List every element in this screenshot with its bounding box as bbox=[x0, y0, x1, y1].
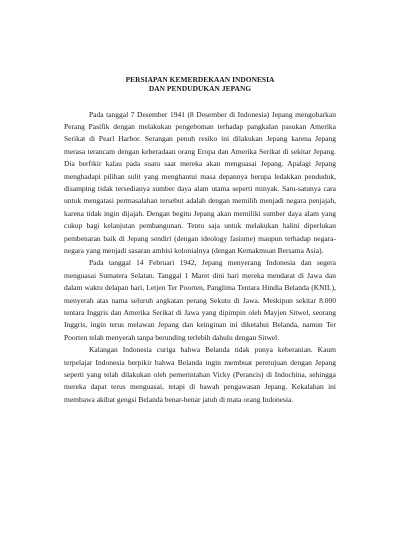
document-title-line-1: PERSIAPAN KEMERDEKAAN INDONESIA bbox=[125, 75, 275, 84]
paragraph: Pada tanggal 14 Februari 1942, Jepang menyerang Indonesia dan segera menguasai Sumatera Selatan. Tanggal 1 Maret dini hari mereka mendarat di Jawa dan dalam waktu delapan hari, Letjen Ter Poorten, Panglima Tentara Hindia Belanda (KNIL), menyerah atas nama seluruh angkatan perang Sekutu di Jawa. Meskipun sekitar 8.000 tentara Inggris dan Amerika Serikat di Jawa yang dipimpin oleh Mayjen Sitwel, seorang Inggris, ingin terus melawan Jepang dan keinginan ini diketahui Belanda, namun Ter Poorten telah menyerah tanpa berunding terlebih dahulu dengan Sitwel. bbox=[64, 258, 336, 342]
document-body bbox=[64, 109, 336, 407]
paragraph: Pada tanggal 7 Desember 1941 (8 Desember di Indonesia) Jepang mengobarkan Perang Pasifik dengan melakukan pengeboman terhadap pangkalan pasukan Amerika Serikat di Pearl Harbor. Serangan penuh resiko ini dilakukan Jepang karena Jepang merasa terancam dengan keberadaan orang Eropa dan Amerika Serikat di sekitar Jepang. Dia berfikir kalau pada suatu saat mereka akan menguasai Jepang. Apalagi Jepang menghadapi pilihan sulit yang menghantui masa depannya berupa ledakkan penduduk, disamping tidak tersedianya sumber daya alam utama seperti minyak. Satu-satunya cara untuk mengatasi permasalahan tersebut adalah dengan memilih menjadi negara penjajah, karena tidak ingin dijajah. Dengan begitu Jepang akan memiliki sumber daya alam yang cukup bagi kelanjutan pembangunan. Tentu saja untuk melakukan halini diperlukan pembenaran baik di Jepang sendiri (dengan ideology fasisme) maupun terhadap negara-negara yang menjadi sasaran ambisi kolonialnya (dengan Kemakmuan Bersama Asia). bbox=[64, 109, 336, 255]
paragraph: Kalangan Indonesia curiga bahwa Belanda tidak punya keberanian. Kaum terpelajar Indonesia berpikir bahwa Belanda ingin membuat peretujuan dengan Jepang seperti yang telah dilakukan oleh pemerintahan Vicky (Perancis) di Indochina, sehingga mereka dapat terus menguasai, tetapi di bawah pengawasan Jepang. Kekalahan ini membawa akibat gengsi Belanda benar-benar jatuh di mata orang Indonesia. bbox=[64, 345, 336, 404]
document-title-line-2: DAN PENDUDUKAN JEPANG bbox=[148, 84, 252, 93]
